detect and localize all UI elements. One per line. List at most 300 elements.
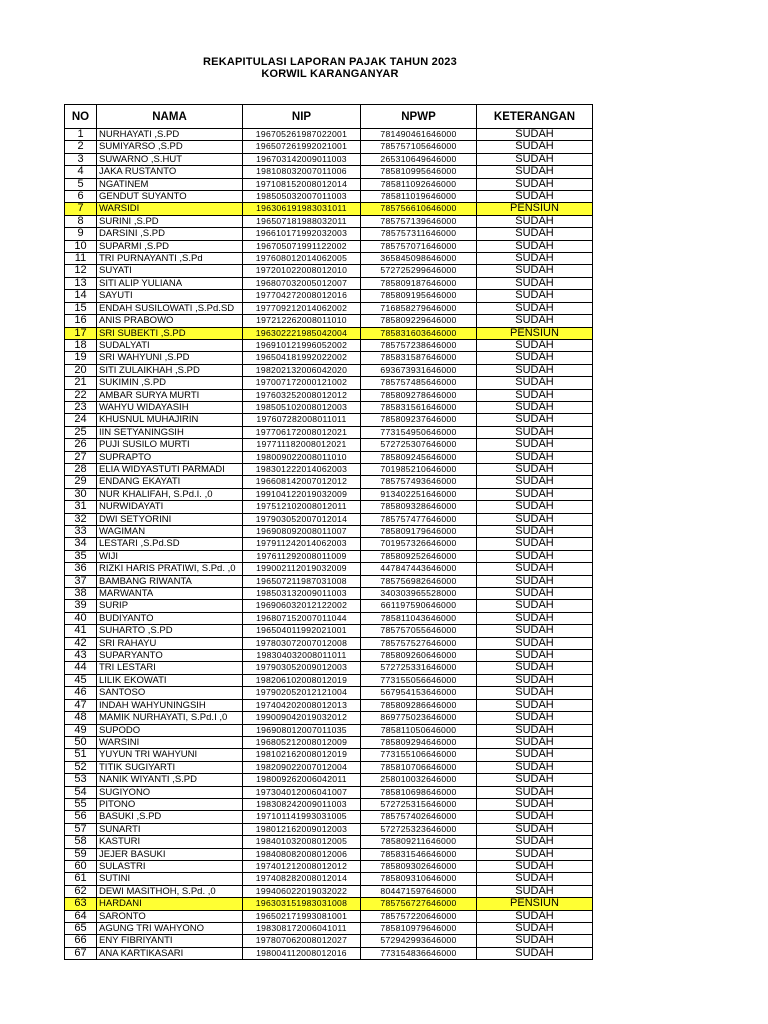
row-nip: 198401032008012005 — [243, 836, 361, 848]
row-nama: PITONO — [97, 798, 243, 810]
column-header-npwp: NPWP — [361, 105, 477, 129]
row-keterangan: SUDAH — [477, 513, 593, 525]
row-nama: GENDUT SUYANTO — [97, 191, 243, 203]
row-nama: KASTURI — [97, 836, 243, 848]
report-subtitle: KORWIL KARANGANYAR — [261, 68, 399, 80]
row-nip: 196807032005012007 — [243, 277, 361, 289]
row-number: 3 — [65, 153, 97, 165]
row-keterangan: SUDAH — [477, 315, 593, 327]
row-number: 57 — [65, 823, 97, 835]
row-nip: 198009262006042011 — [243, 774, 361, 786]
row-keterangan: SUDAH — [477, 538, 593, 550]
row-nip: 197611292008011009 — [243, 550, 361, 562]
row-npwp: 785757105646000 — [361, 141, 477, 153]
row-nip: 197007172000121002 — [243, 377, 361, 389]
row-nip: 196910121996052002 — [243, 339, 361, 351]
report-title: REKAPITULASI LAPORAN PAJAK TAHUN 2023 — [203, 56, 457, 68]
table-row — [65, 947, 593, 959]
table-row — [65, 674, 593, 686]
row-nama: SUWARNO ,S.HUT — [97, 153, 243, 165]
row-nama: SUPODO — [97, 724, 243, 736]
row-number: 31 — [65, 501, 97, 513]
row-keterangan: SUDAH — [477, 352, 593, 364]
row-nip: 197711182008012021 — [243, 439, 361, 451]
table-row — [65, 774, 593, 786]
row-number: 39 — [65, 600, 97, 612]
row-nip: 198004112008012016 — [243, 947, 361, 959]
row-keterangan: SUDAH — [477, 439, 593, 451]
table-row — [65, 712, 593, 724]
row-keterangan: SUDAH — [477, 848, 593, 860]
row-number: 59 — [65, 848, 97, 860]
table-row — [65, 277, 593, 289]
row-npwp: 785811092646000 — [361, 178, 477, 190]
table-row — [65, 637, 593, 649]
table-row — [65, 588, 593, 600]
table-row — [65, 575, 593, 587]
row-nip: 199002112019032009 — [243, 563, 361, 575]
tax-report-table — [64, 104, 593, 960]
row-nama: NUR KHALIFAH, S.Pd.I. ,0 — [97, 488, 243, 500]
row-npwp: 773154950646000 — [361, 426, 477, 438]
row-number: 41 — [65, 625, 97, 637]
row-keterangan: SUDAH — [477, 240, 593, 252]
row-keterangan: SUDAH — [477, 339, 593, 351]
row-nama: NGATINEM — [97, 178, 243, 190]
row-keterangan: SUDAH — [477, 277, 593, 289]
table-row — [65, 463, 593, 475]
table-row — [65, 662, 593, 674]
table-row — [65, 935, 593, 947]
row-npwp: 785809187646000 — [361, 277, 477, 289]
row-nama: SURIP — [97, 600, 243, 612]
row-nip: 197902052012121004 — [243, 687, 361, 699]
table-row — [65, 687, 593, 699]
row-number: 51 — [65, 749, 97, 761]
row-nama: BUDIYANTO — [97, 612, 243, 624]
row-keterangan: SUDAH — [477, 253, 593, 265]
row-keterangan: SUDAH — [477, 476, 593, 488]
row-nip: 199406022019032022 — [243, 885, 361, 897]
row-keterangan: SUDAH — [477, 290, 593, 302]
row-number: 47 — [65, 699, 97, 711]
row-nama: HARDANI — [97, 898, 243, 910]
row-nama: PUJI SUSILO MURTI — [97, 439, 243, 451]
row-nama: SUPRAPTO — [97, 451, 243, 463]
row-nip: 197512102008012011 — [243, 501, 361, 513]
row-number: 27 — [65, 451, 97, 463]
row-number: 16 — [65, 315, 97, 327]
table-row — [65, 327, 593, 339]
row-npwp: 785810979646000 — [361, 923, 477, 935]
row-nama: RIZKI HARIS PRATIWI, S.Pd. ,0 — [97, 563, 243, 575]
row-keterangan: SUDAH — [477, 141, 593, 153]
table-row — [65, 228, 593, 240]
table-row — [65, 873, 593, 885]
table-row — [65, 786, 593, 798]
row-keterangan: SUDAH — [477, 364, 593, 376]
row-number: 42 — [65, 637, 97, 649]
row-nama: SARONTO — [97, 910, 243, 922]
table-row — [65, 761, 593, 773]
table-row — [65, 265, 593, 277]
row-npwp: 785831587646000 — [361, 352, 477, 364]
row-nip: 197911242014062003 — [243, 538, 361, 550]
row-keterangan: SUDAH — [477, 575, 593, 587]
row-nama: JEJER BASUKI — [97, 848, 243, 860]
row-nama: DARSINI ,S.PD — [97, 228, 243, 240]
row-nama: SRI WAHYUNI ,S.PD — [97, 352, 243, 364]
row-number: 52 — [65, 761, 97, 773]
row-number: 24 — [65, 414, 97, 426]
row-number: 36 — [65, 563, 97, 575]
row-nama: WAGIMAN — [97, 526, 243, 538]
row-nip: 198505102008012003 — [243, 401, 361, 413]
row-nama: AMBAR SURYA MURTI — [97, 389, 243, 401]
row-keterangan: SUDAH — [477, 166, 593, 178]
row-nip: 198108032007011006 — [243, 166, 361, 178]
table-row — [65, 451, 593, 463]
row-number: 11 — [65, 253, 97, 265]
table-row — [65, 501, 593, 513]
table-row — [65, 364, 593, 376]
row-keterangan: PENSIUN — [477, 327, 593, 339]
row-number: 62 — [65, 885, 97, 897]
row-keterangan: SUDAH — [477, 650, 593, 662]
row-number: 19 — [65, 352, 97, 364]
table-row — [65, 724, 593, 736]
row-keterangan: SUDAH — [477, 811, 593, 823]
row-keterangan: SUDAH — [477, 600, 593, 612]
row-nip: 197108152008012014 — [243, 178, 361, 190]
table-row — [65, 302, 593, 314]
table-row — [65, 426, 593, 438]
row-nip: 196608142007012012 — [243, 476, 361, 488]
table-row — [65, 749, 593, 761]
row-nama: LESTARI ,S.Pd.SD — [97, 538, 243, 550]
row-keterangan: SUDAH — [477, 699, 593, 711]
row-npwp: 785809252646000 — [361, 550, 477, 562]
row-keterangan: SUDAH — [477, 836, 593, 848]
row-nama: ENDAH SUSILOWATI ,S.Pd.SD — [97, 302, 243, 314]
row-number: 10 — [65, 240, 97, 252]
row-keterangan: SUDAH — [477, 389, 593, 401]
table-row — [65, 550, 593, 562]
table-header-row — [65, 105, 593, 129]
table-row — [65, 898, 593, 910]
row-npwp: 785756982646000 — [361, 575, 477, 587]
row-npwp: 785809229646000 — [361, 315, 477, 327]
row-nip: 198012162009012003 — [243, 823, 361, 835]
row-nama: SUTINI — [97, 873, 243, 885]
row-keterangan: SUDAH — [477, 786, 593, 798]
row-nama: SITI ZULAIKHAH ,S.PD — [97, 364, 243, 376]
row-nama: SUKIMIN ,S.PD — [97, 377, 243, 389]
row-keterangan: SUDAH — [477, 625, 593, 637]
row-number: 67 — [65, 947, 97, 959]
row-nip: 197201022008012010 — [243, 265, 361, 277]
row-number: 14 — [65, 290, 97, 302]
row-nama: SANTOSO — [97, 687, 243, 699]
row-nip: 196502171993081001 — [243, 910, 361, 922]
row-npwp: 785757493646000 — [361, 476, 477, 488]
table-row — [65, 563, 593, 575]
row-keterangan: SUDAH — [477, 588, 593, 600]
table-row — [65, 600, 593, 612]
row-nama: TITIK SUGIYARTI — [97, 761, 243, 773]
row-keterangan: SUDAH — [477, 798, 593, 810]
row-keterangan: SUDAH — [477, 191, 593, 203]
row-npwp: 785811019646000 — [361, 191, 477, 203]
row-npwp: 701985210646000 — [361, 463, 477, 475]
table-row — [65, 414, 593, 426]
row-keterangan: SUDAH — [477, 885, 593, 897]
row-keterangan: SUDAH — [477, 265, 593, 277]
row-number: 55 — [65, 798, 97, 810]
row-nip: 196906032012122002 — [243, 600, 361, 612]
row-nip: 198505032007011003 — [243, 191, 361, 203]
row-number: 7 — [65, 203, 97, 215]
row-nama: MARWANTA — [97, 588, 243, 600]
row-nip: 196610171992032003 — [243, 228, 361, 240]
row-nip: 197404202008012013 — [243, 699, 361, 711]
row-npwp: 913402251646000 — [361, 488, 477, 500]
row-nip: 196703142009011003 — [243, 153, 361, 165]
table-row — [65, 203, 593, 215]
row-keterangan: SUDAH — [477, 761, 593, 773]
row-nip: 199009042019032012 — [243, 712, 361, 724]
row-npwp: 785757485646000 — [361, 377, 477, 389]
row-nama: TRI PURNAYANTI ,S.Pd — [97, 253, 243, 265]
row-npwp: 572942993646000 — [361, 935, 477, 947]
row-number: 60 — [65, 860, 97, 872]
row-keterangan: SUDAH — [477, 488, 593, 500]
row-nip: 196507181988032011 — [243, 215, 361, 227]
row-keterangan: SUDAH — [477, 612, 593, 624]
table-row — [65, 823, 593, 835]
row-nama: DEWI MASITHOH, S.Pd. ,0 — [97, 885, 243, 897]
row-nama: NURHAYATI ,S.PD — [97, 129, 243, 141]
row-npwp: 447847443646000 — [361, 563, 477, 575]
table-row — [65, 352, 593, 364]
column-header-no: NO — [65, 105, 97, 129]
row-nama: ANIS PRABOWO — [97, 315, 243, 327]
row-npwp: 785756610646000 — [361, 203, 477, 215]
table-row — [65, 848, 593, 860]
row-nip: 198308242009011003 — [243, 798, 361, 810]
table-row — [65, 178, 593, 190]
row-nama: SAYUTI — [97, 290, 243, 302]
table-row — [65, 699, 593, 711]
row-keterangan: SUDAH — [477, 873, 593, 885]
row-nip: 197212262008011010 — [243, 315, 361, 327]
table-row — [65, 910, 593, 922]
row-nama: ENY FIBRIYANTI — [97, 935, 243, 947]
table-row — [65, 488, 593, 500]
row-nama: AGUNG TRI WAHYONO — [97, 923, 243, 935]
table-row — [65, 315, 593, 327]
table-row — [65, 290, 593, 302]
row-number: 32 — [65, 513, 97, 525]
row-nip: 197903052007012014 — [243, 513, 361, 525]
row-nama: YUYUN TRI WAHYUNI — [97, 749, 243, 761]
row-npwp: 572725323646000 — [361, 823, 477, 835]
row-npwp: 785757238646000 — [361, 339, 477, 351]
row-npwp: 572725331646000 — [361, 662, 477, 674]
row-nama: SUNARTI — [97, 823, 243, 835]
row-keterangan: SUDAH — [477, 401, 593, 413]
row-nip: 197709212014062002 — [243, 302, 361, 314]
row-nip: 196807152007011044 — [243, 612, 361, 624]
row-keterangan: PENSIUN — [477, 898, 593, 910]
row-nip: 197903052009012003 — [243, 662, 361, 674]
row-nip: 197603252008012012 — [243, 389, 361, 401]
row-keterangan: SUDAH — [477, 178, 593, 190]
row-keterangan: SUDAH — [477, 302, 593, 314]
row-number: 2 — [65, 141, 97, 153]
row-nip: 196504011992021001 — [243, 625, 361, 637]
row-nip: 198301222014062003 — [243, 463, 361, 475]
row-nama: KHUSNUL MUHAJIRIN — [97, 414, 243, 426]
row-nip: 197607282008011011 — [243, 414, 361, 426]
row-nip: 198209022007012004 — [243, 761, 361, 773]
row-npwp: 693673931646000 — [361, 364, 477, 376]
row-nama: ELIA WIDYASTUTI PARMADI — [97, 463, 243, 475]
row-npwp: 572725307646000 — [361, 439, 477, 451]
row-number: 17 — [65, 327, 97, 339]
column-header-nip: NIP — [243, 105, 361, 129]
row-nip: 197408282008012014 — [243, 873, 361, 885]
row-keterangan: SUDAH — [477, 129, 593, 141]
row-keterangan: SUDAH — [477, 377, 593, 389]
row-npwp: 785811050646000 — [361, 724, 477, 736]
table-row — [65, 513, 593, 525]
table-row — [65, 389, 593, 401]
row-npwp: 572725315646000 — [361, 798, 477, 810]
row-npwp: 785810706646000 — [361, 761, 477, 773]
row-number: 6 — [65, 191, 97, 203]
row-number: 29 — [65, 476, 97, 488]
row-keterangan: SUDAH — [477, 724, 593, 736]
table-row — [65, 129, 593, 141]
row-npwp: 785809245646000 — [361, 451, 477, 463]
table-row — [65, 166, 593, 178]
row-nama: SRI RAHAYU — [97, 637, 243, 649]
row-npwp: 265310649646000 — [361, 153, 477, 165]
row-nip: 196302221985042004 — [243, 327, 361, 339]
row-nama: IIN SETYANINGSIH — [97, 426, 243, 438]
row-number: 12 — [65, 265, 97, 277]
row-number: 28 — [65, 463, 97, 475]
row-npwp: 785757311646000 — [361, 228, 477, 240]
row-number: 43 — [65, 650, 97, 662]
row-keterangan: SUDAH — [477, 501, 593, 513]
table-row — [65, 836, 593, 848]
row-npwp: 701957326646000 — [361, 538, 477, 550]
row-keterangan: SUDAH — [477, 736, 593, 748]
row-number: 63 — [65, 898, 97, 910]
row-number: 56 — [65, 811, 97, 823]
row-nip: 196908012007011035 — [243, 724, 361, 736]
row-npwp: 785757477646000 — [361, 513, 477, 525]
row-nama: SULASTRI — [97, 860, 243, 872]
row-keterangan: SUDAH — [477, 526, 593, 538]
row-nip: 198206102008012019 — [243, 674, 361, 686]
row-npwp: 785757071646000 — [361, 240, 477, 252]
row-keterangan: SUDAH — [477, 451, 593, 463]
table-row — [65, 215, 593, 227]
row-nama: WARSIDI — [97, 203, 243, 215]
row-number: 65 — [65, 923, 97, 935]
row-number: 20 — [65, 364, 97, 376]
table-row — [65, 650, 593, 662]
row-nama: SITI ALIP YULIANA — [97, 277, 243, 289]
row-nama: MAMIK NURHAYATI, S.Pd.I ,0 — [97, 712, 243, 724]
row-npwp: 785809179646000 — [361, 526, 477, 538]
row-npwp: 785809328646000 — [361, 501, 477, 513]
row-npwp: 716858279646000 — [361, 302, 477, 314]
row-keterangan: SUDAH — [477, 923, 593, 935]
row-npwp: 785809302646000 — [361, 860, 477, 872]
table-row — [65, 625, 593, 637]
row-npwp: 785809278646000 — [361, 389, 477, 401]
row-nip: 198308172006041011 — [243, 923, 361, 935]
row-npwp: 567954153646000 — [361, 687, 477, 699]
row-number: 21 — [65, 377, 97, 389]
row-number: 26 — [65, 439, 97, 451]
row-keterangan: PENSIUN — [477, 203, 593, 215]
table-row — [65, 798, 593, 810]
row-nip: 199104122019032009 — [243, 488, 361, 500]
table-row — [65, 538, 593, 550]
row-npwp: 785809286646000 — [361, 699, 477, 711]
table-row — [65, 736, 593, 748]
column-header-keterangan: KETERANGAN — [477, 105, 593, 129]
row-number: 15 — [65, 302, 97, 314]
row-npwp: 365845098646000 — [361, 253, 477, 265]
row-npwp: 785757055646000 — [361, 625, 477, 637]
row-nama: WAHYU WIDAYASIH — [97, 401, 243, 413]
table-row — [65, 401, 593, 413]
row-npwp: 785757139646000 — [361, 215, 477, 227]
row-npwp: 258010032646000 — [361, 774, 477, 786]
table-row — [65, 153, 593, 165]
row-npwp: 785809237646000 — [361, 414, 477, 426]
row-keterangan: SUDAH — [477, 860, 593, 872]
row-nip: 196908092008011007 — [243, 526, 361, 538]
row-npwp: 785809260646000 — [361, 650, 477, 662]
row-npwp: 785831561646000 — [361, 401, 477, 413]
row-number: 25 — [65, 426, 97, 438]
row-number: 61 — [65, 873, 97, 885]
row-number: 4 — [65, 166, 97, 178]
row-nama: SUMIYARSO ,S.PD — [97, 141, 243, 153]
row-keterangan: SUDAH — [477, 215, 593, 227]
row-npwp: 785831546646000 — [361, 848, 477, 860]
row-number: 53 — [65, 774, 97, 786]
row-nip: 196705071991122002 — [243, 240, 361, 252]
row-keterangan: SUDAH — [477, 426, 593, 438]
table-row — [65, 923, 593, 935]
row-npwp: 340303965528000 — [361, 588, 477, 600]
row-number: 23 — [65, 401, 97, 413]
row-number: 38 — [65, 588, 97, 600]
row-keterangan: SUDAH — [477, 947, 593, 959]
row-npwp: 785809310646000 — [361, 873, 477, 885]
row-number: 48 — [65, 712, 97, 724]
row-number: 66 — [65, 935, 97, 947]
row-number: 54 — [65, 786, 97, 798]
